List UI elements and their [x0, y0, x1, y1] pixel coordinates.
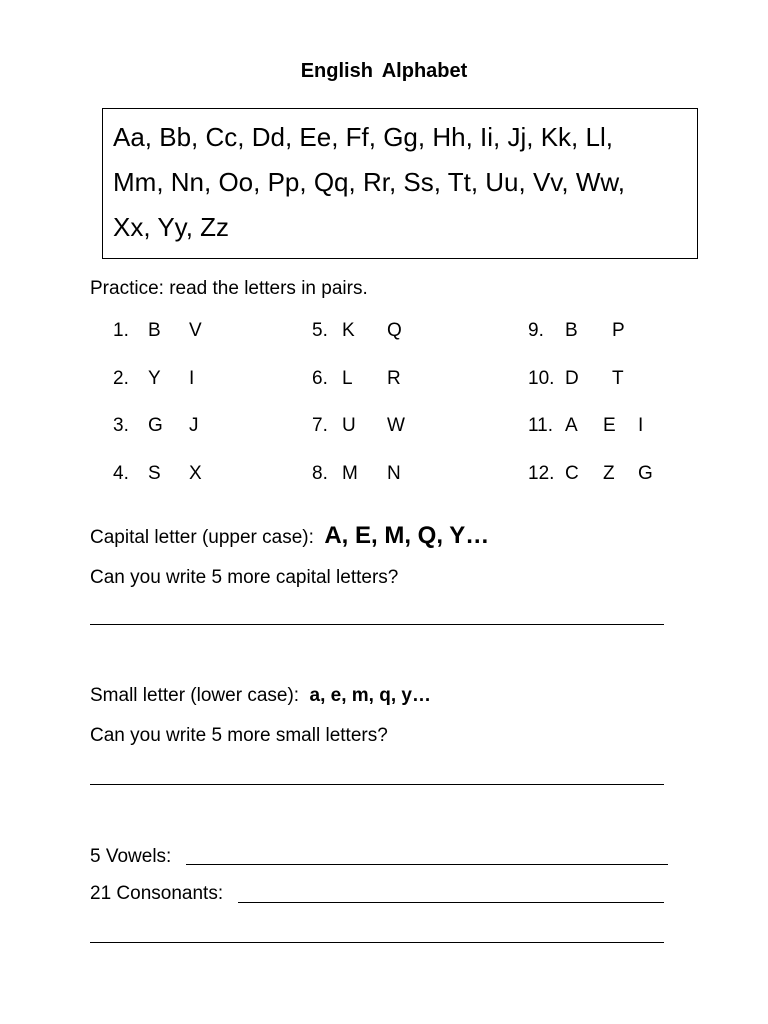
alphabet-line-1: Aa, Bb, Cc, Dd, Ee, Ff, Gg, Hh, Ii, Jj, Kk, Ll,: [113, 122, 613, 152]
small-examples: a, e, m, q, y…: [309, 685, 431, 706]
practice-item-number: 8.: [312, 463, 328, 484]
practice-item: [528, 320, 688, 344]
practice-letter: B: [565, 320, 578, 341]
consonants-label: 21 Consonants:: [90, 883, 224, 904]
practice-item-number: 1.: [113, 320, 129, 341]
practice-item-number: 12.: [528, 463, 555, 484]
practice-instruction: Practice: read the letters in pairs.: [90, 278, 368, 299]
practice-letter: E: [603, 415, 616, 436]
practice-letter: G: [148, 415, 163, 436]
page-title: English Alphabet: [300, 60, 468, 82]
practice-letter: Z: [603, 463, 615, 484]
practice-item-number: 2.: [113, 368, 129, 389]
practice-letter: B: [148, 320, 161, 341]
practice-item: [312, 368, 472, 392]
practice-item: [528, 463, 688, 487]
small-answer-line[interactable]: [90, 784, 664, 785]
practice-letter: V: [189, 320, 202, 341]
capital-examples: A, E, M, Q, Y…: [324, 522, 490, 549]
consonants-answer-line[interactable]: [238, 902, 664, 903]
practice-letter: W: [387, 415, 405, 436]
capital-section: [90, 522, 489, 550]
alphabet-line-2: Mm, Nn, Oo, Pp, Qq, Rr, Ss, Tt, Uu, Vv, Ww,: [113, 167, 625, 197]
practice-item: [528, 415, 688, 439]
practice-item-number: 10.: [528, 368, 555, 389]
extra-answer-line[interactable]: [90, 942, 664, 943]
practice-item-number: 7.: [312, 415, 328, 436]
practice-letter: L: [342, 368, 353, 389]
practice-letter: J: [189, 415, 199, 436]
practice-letter: A: [565, 415, 578, 436]
practice-item: [113, 415, 273, 439]
practice-letter: M: [342, 463, 358, 484]
practice-letter: X: [189, 463, 202, 484]
practice-item-number: 9.: [528, 320, 544, 341]
practice-item: [312, 463, 472, 487]
practice-item: [312, 320, 472, 344]
practice-letter: G: [638, 463, 653, 484]
practice-item: [312, 415, 472, 439]
practice-item: [528, 368, 688, 392]
vowels-label: 5 Vowels:: [90, 846, 172, 867]
practice-item: [113, 368, 273, 392]
alphabet-box: [102, 108, 698, 259]
practice-letter: N: [387, 463, 401, 484]
practice-letter: I: [638, 415, 644, 436]
small-label: Small letter (lower case):: [90, 685, 300, 706]
practice-letter: P: [612, 320, 625, 341]
practice-item: [113, 320, 273, 344]
alphabet-line-3: Xx, Yy, Zz: [113, 212, 230, 242]
practice-letter: Q: [387, 320, 402, 341]
practice-letter: U: [342, 415, 356, 436]
practice-letter: C: [565, 463, 579, 484]
vowels-answer-line[interactable]: [186, 864, 668, 865]
practice-letter: D: [565, 368, 579, 389]
practice-letter: R: [387, 368, 401, 389]
practice-letter: T: [612, 368, 624, 389]
practice-item-number: 6.: [312, 368, 328, 389]
practice-letter: I: [189, 368, 195, 389]
small-section: [90, 685, 431, 707]
practice-item-number: 4.: [113, 463, 129, 484]
practice-item-number: 5.: [312, 320, 328, 341]
small-question: Can you write 5 more small letters?: [90, 725, 388, 746]
practice-letter: S: [148, 463, 161, 484]
capital-question: Can you write 5 more capital letters?: [90, 567, 399, 588]
practice-letter: Y: [148, 368, 161, 389]
capital-label: Capital letter (upper case):: [90, 527, 314, 548]
practice-item: [113, 463, 273, 487]
practice-letter: K: [342, 320, 355, 341]
practice-item-number: 11.: [528, 415, 554, 436]
practice-item-number: 3.: [113, 415, 129, 436]
capital-answer-line[interactable]: [90, 624, 664, 625]
